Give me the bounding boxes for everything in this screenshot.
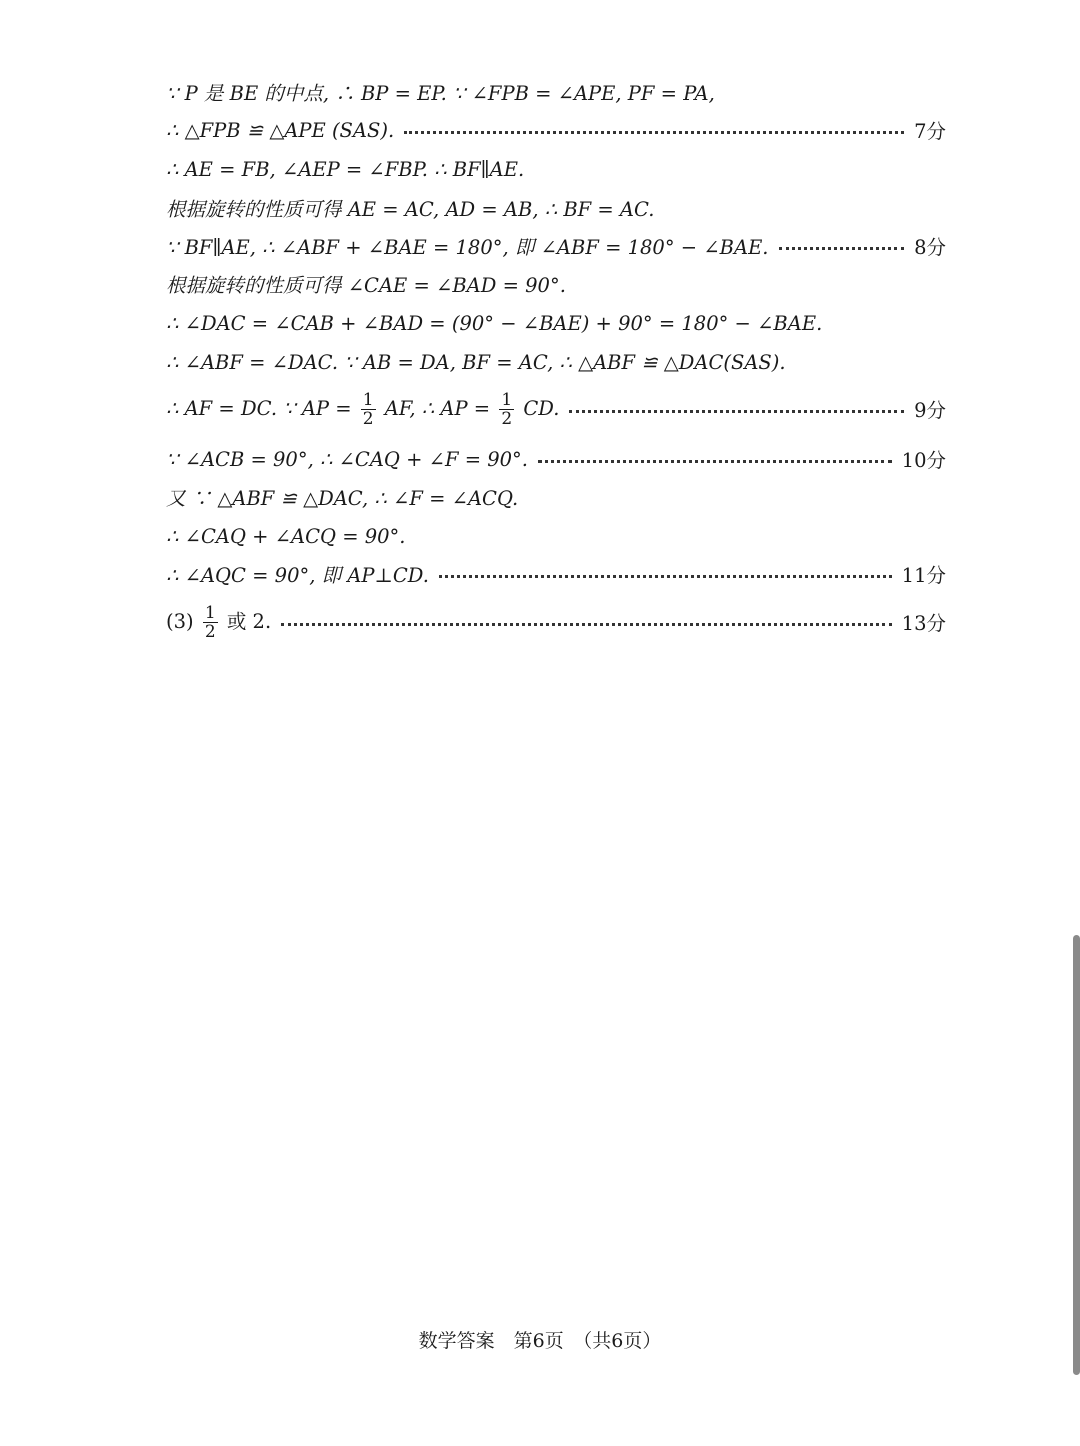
solution-text: ∴ ∠ABF = ∠DAC. ∵ AB = DA, BF = AC, ∴ △ABF ≌ △DAC(SAS).: [166, 350, 786, 374]
text-segment: AF, ∴ AP =: [384, 396, 491, 420]
solution-line: [166, 389, 946, 429]
fraction-denominator: 2: [501, 408, 513, 429]
fraction-denominator: 2: [362, 408, 374, 429]
score-label: 11分: [901, 564, 946, 587]
solution-text: ∴ ∠CAQ + ∠ACQ = 90°.: [166, 524, 406, 548]
solution-line: [166, 226, 946, 266]
page-footer: 数学答案 第6页 （共6页）: [418, 1330, 662, 1352]
scrollbar[interactable]: [1073, 935, 1080, 1375]
solution-text: ∴ ∠DAC = ∠CAB + ∠BAD = (90° − ∠BAE) + 90° = 180° − ∠BAE.: [166, 311, 823, 335]
dot-leader: [538, 460, 892, 463]
solution-line: [166, 342, 946, 382]
solution-text: ∴ AE = FB, ∠AEP = ∠FBP. ∴ BF∥AE.: [166, 157, 525, 181]
solution-text: ∵ BF∥AE, ∴ ∠ABF + ∠BAE = 180°, 即 ∠ABF = 180° − ∠BAE.: [166, 236, 769, 259]
fraction-numerator: 1: [362, 389, 374, 410]
solution-line: [166, 439, 946, 479]
score-label: 8分: [914, 236, 946, 259]
score-label: 13分: [901, 612, 946, 635]
solution-text: 又 ∵ △ABF ≌ △DAC, ∴ ∠F = ∠ACQ.: [166, 487, 519, 510]
fraction: [499, 391, 514, 428]
solution-line: [166, 303, 946, 343]
fraction-denominator: 2: [204, 621, 216, 642]
text-segment: (3): [166, 609, 194, 633]
fraction-numerator: 1: [501, 389, 513, 410]
solution-line: [166, 602, 946, 642]
solution-line: [166, 516, 946, 556]
solution-line: [166, 477, 946, 517]
dot-leader: [281, 623, 892, 626]
score-label: 10分: [901, 449, 946, 472]
solution-text: ∵ ∠ACB = 90°, ∴ ∠CAQ + ∠F = 90°.: [166, 447, 529, 471]
dot-leader: [439, 575, 892, 578]
fraction: [203, 604, 218, 641]
solution-text: ∵ P 是 BE 的中点, ∴ BP = EP. ∵ ∠FPB = ∠APE, PF = PA,: [166, 82, 715, 105]
dot-leader: [779, 247, 905, 250]
solution-text: 根据旋转的性质可得 AE = AC, AD = AB, ∴ BF = AC.: [166, 198, 655, 221]
dot-leader: [404, 131, 904, 134]
solution-line: [166, 110, 946, 150]
solution-text: 根据旋转的性质可得 ∠CAE = ∠BAD = 90°.: [166, 274, 566, 297]
dot-leader: [569, 410, 904, 413]
fraction: [361, 391, 376, 428]
score-label: 9分: [914, 399, 946, 422]
score-label: 7分: [914, 120, 946, 143]
solution-line: [166, 149, 946, 189]
solution-line: [166, 72, 946, 112]
text-segment: ∴ AF = DC. ∵ AP =: [166, 396, 352, 420]
solution-text: ∴ ∠AQC = 90°, 即 AP⊥CD.: [166, 564, 429, 587]
text-segment: CD.: [523, 396, 560, 420]
solution-line: [166, 554, 946, 594]
text-segment: 或 2.: [226, 609, 272, 633]
solution-line: [166, 264, 946, 304]
solution-text: ∴ △FPB ≌ △APE (SAS).: [166, 118, 395, 142]
fraction-numerator: 1: [204, 602, 216, 623]
solution-text: [166, 391, 559, 428]
solution-line: [166, 188, 946, 228]
solution-text: [166, 604, 271, 641]
